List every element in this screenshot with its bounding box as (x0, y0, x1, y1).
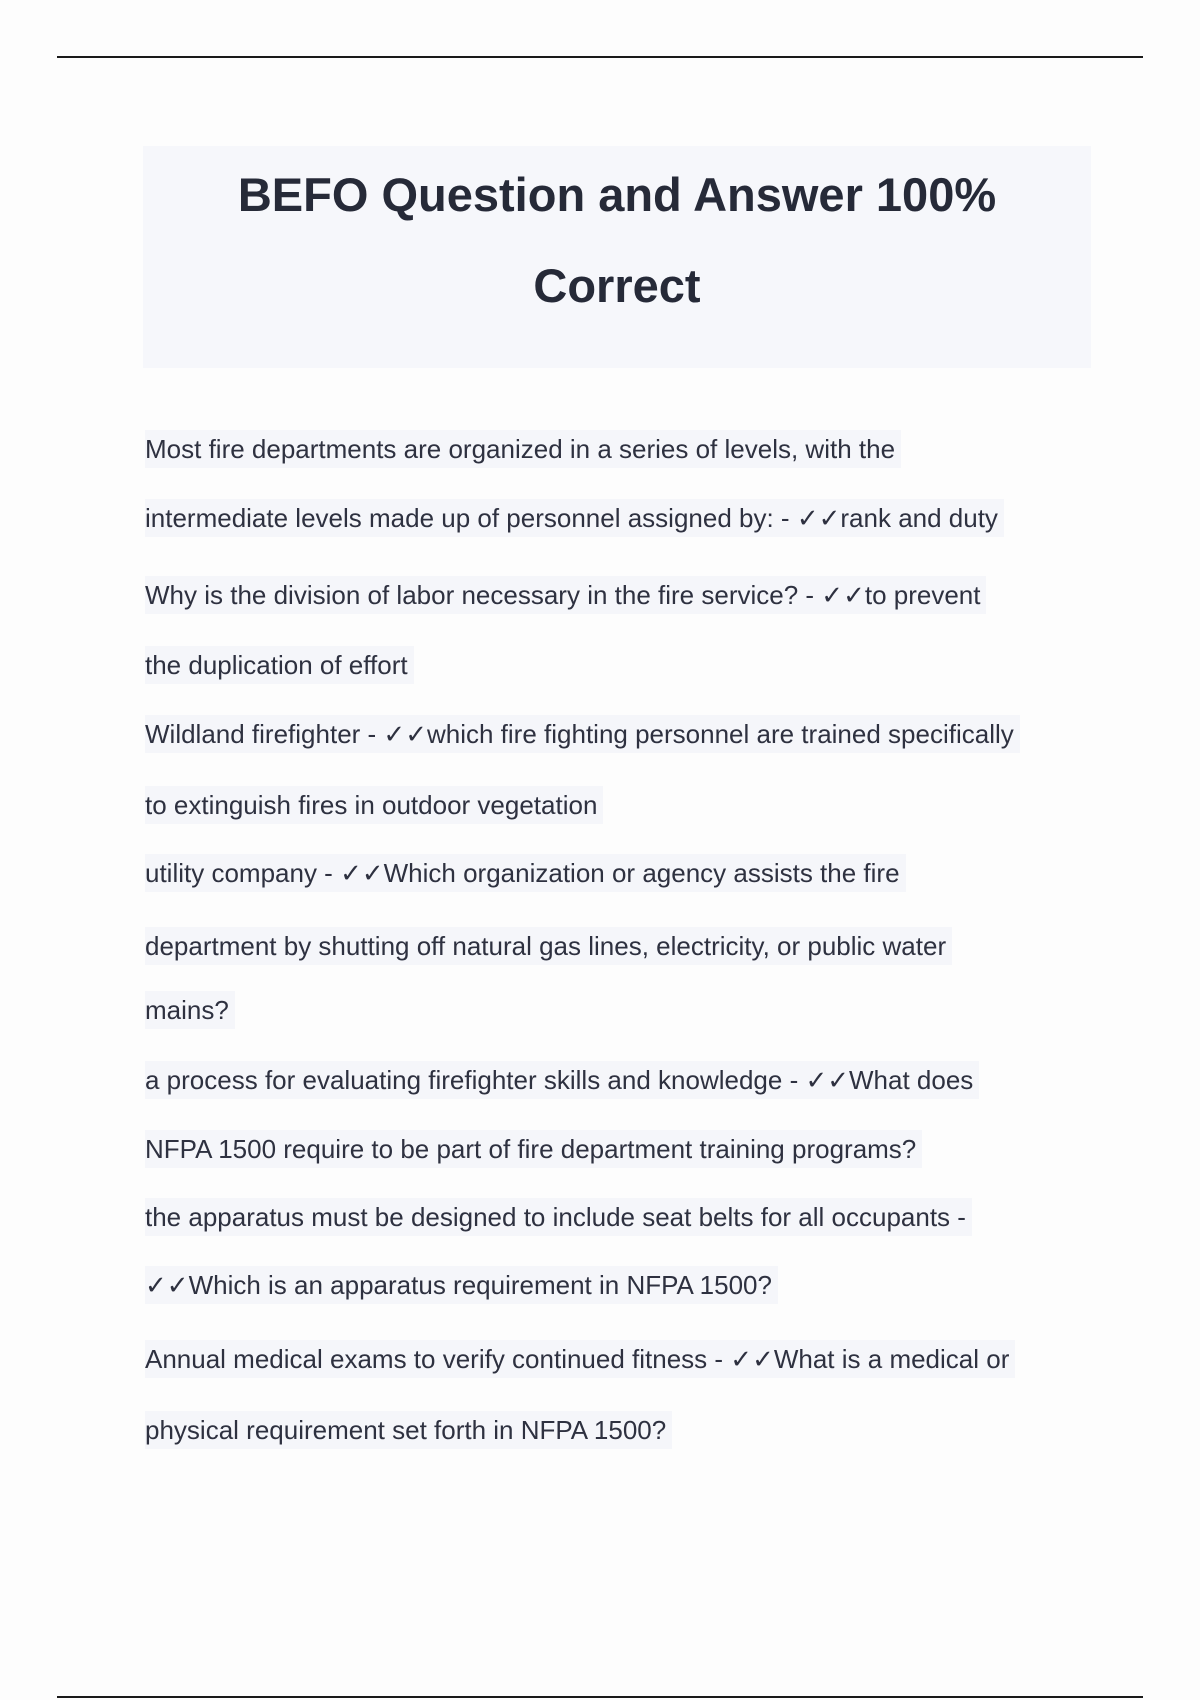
qa-2-line-2: the duplication of effort (145, 646, 414, 684)
qa-5-line-2: NFPA 1500 require to be part of fire department training programs? (145, 1130, 922, 1168)
qa-4-line-2: department by shutting off natural gas lines, electricity, or public water (145, 927, 952, 965)
qa-3-line-2: to extinguish fires in outdoor vegetation (145, 786, 603, 824)
qa-4-line-3: mains? (145, 991, 235, 1029)
qa-7-line-2: physical requirement set forth in NFPA 1500? (145, 1411, 672, 1449)
page-title-line-1: BEFO Question and Answer 100% (237, 168, 997, 221)
qa-1-line-1: Most fire departments are organized in a series of levels, with the (145, 430, 901, 468)
bottom-divider (57, 1696, 1143, 1698)
qa-5-line-1: a process for evaluating firefighter skills and knowledge - ✓✓What does (145, 1061, 979, 1099)
qa-1-line-2: intermediate levels made up of personnel assigned by: - ✓✓rank and duty (145, 499, 1004, 537)
qa-7-line-1: Annual medical exams to verify continued fitness - ✓✓What is a medical or (145, 1340, 1015, 1378)
qa-4-line-1: utility company - ✓✓Which organization or agency assists the fire (145, 854, 906, 892)
qa-3-line-1: Wildland firefighter - ✓✓which fire fighting personnel are trained specifically (145, 715, 1020, 753)
top-divider (57, 56, 1143, 58)
qa-6-line-2: ✓✓Which is an apparatus requirement in NFPA 1500? (145, 1266, 778, 1304)
qa-2-line-1: Why is the division of labor necessary in the fire service? - ✓✓to prevent (145, 576, 986, 614)
qa-6-line-1: the apparatus must be designed to include seat belts for all occupants - (145, 1198, 972, 1236)
title-block (143, 146, 1091, 368)
page-title-line-2: Correct (533, 259, 701, 312)
